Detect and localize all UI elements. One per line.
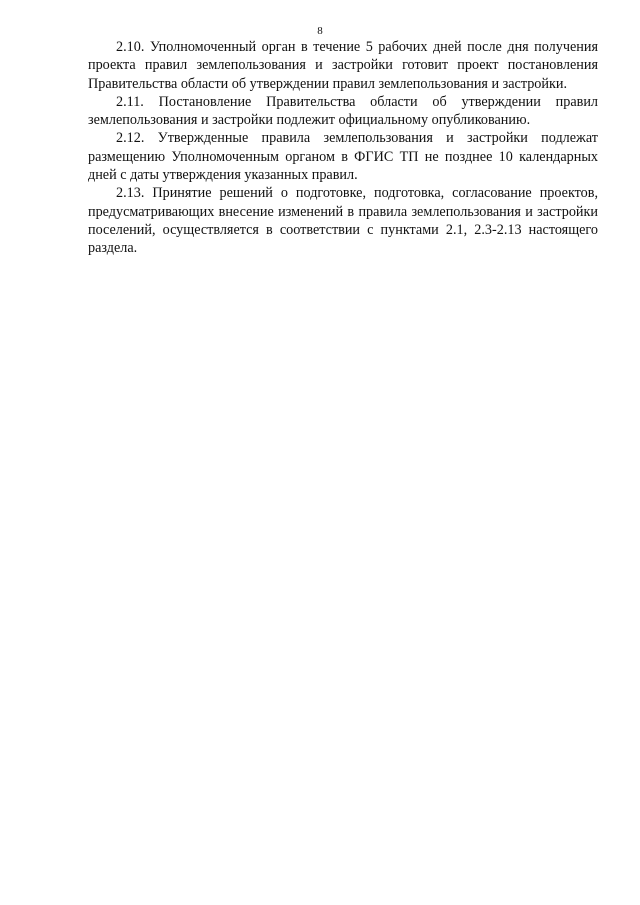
- paragraph-2-12: 2.12. Утвержденные правила землепользования и застройки подлежат размещению Уполномоченным органом в ФГИС ТП не позднее 10 календарных дней с даты утверждения указанных правил.: [88, 130, 598, 184]
- page-number: 8: [317, 25, 323, 37]
- document-body: [88, 38, 598, 258]
- paragraph-2-13: 2.13. Принятие решений о подготовке, подготовка, согласование проектов, предусматривающих внесение изменений в правила землепользования и застройки поселений, осуществляется в соответствии с пунктами 2.1, 2.3-2.13 настоящего раздела.: [88, 185, 598, 257]
- paragraph-2-10: 2.10. Уполномоченный орган в течение 5 рабочих дней после дня получения проекта правил землепользования и застройки готовит проект постановления Правительства области об утверждении правил землепользования и застройки.: [88, 39, 598, 92]
- paragraph-2-11: 2.11. Постановление Правительства области об утверждении правил землепользования и застройки подлежит официальному опубликованию.: [88, 93, 598, 129]
